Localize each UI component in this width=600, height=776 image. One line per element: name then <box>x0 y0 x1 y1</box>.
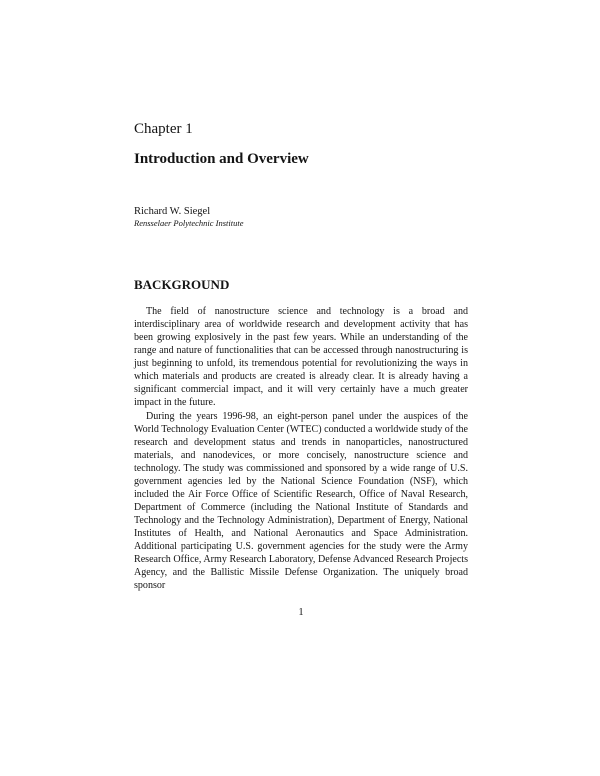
page-number: 1 <box>298 607 304 618</box>
paragraph: The field of nanostructure science and technology is a broad and interdisciplinary area of worldwide research and development activity that has been growing explosively in the past few years. While an understanding of the range and nature of functionalities that can be accessed through nanostructuring is just beginning to unfold, its tremendous potential for revolutionizing the ways in which materials and products are created is already clear. It is already having a significant commercial impact, and it will very certainly have a much greater impact in the future. <box>134 306 468 409</box>
section-heading: BACKGROUND <box>134 277 230 292</box>
author-name: Richard W. Siegel <box>134 206 211 217</box>
chapter-label: Chapter 1 <box>134 121 193 137</box>
body-text <box>134 305 468 592</box>
author-affiliation: Rensselaer Polytechnic Institute <box>134 218 244 228</box>
chapter-title: Introduction and Overview <box>134 151 309 167</box>
paragraph: During the years 1996-98, an eight-person panel under the auspices of the World Technology Evaluation Center (WTEC) conducted a worldwide study of the research and development status and trends in nanoparticles, nanostructured materials, and nanodevices, or more concisely, nanostructure science and technology. The study was commissioned and sponsored by a wide range of U.S. government agencies led by the National Science Foundation (NSF), which included the Air Force Office of Scientific Research, Office of Naval Research, Department of Commerce (including the National Institute of Standards and Technology and the Technology Administration), Department of Energy, National Institutes of Health, and National Aeronautics and Space Administration. Additional participating U.S. government agencies for the study were the Army Research Office, Army Research Laboratory, Defense Advanced Research Projects Agency, and the Ballistic Missile Defense Organization. The uniquely broad sponsor <box>134 410 468 592</box>
